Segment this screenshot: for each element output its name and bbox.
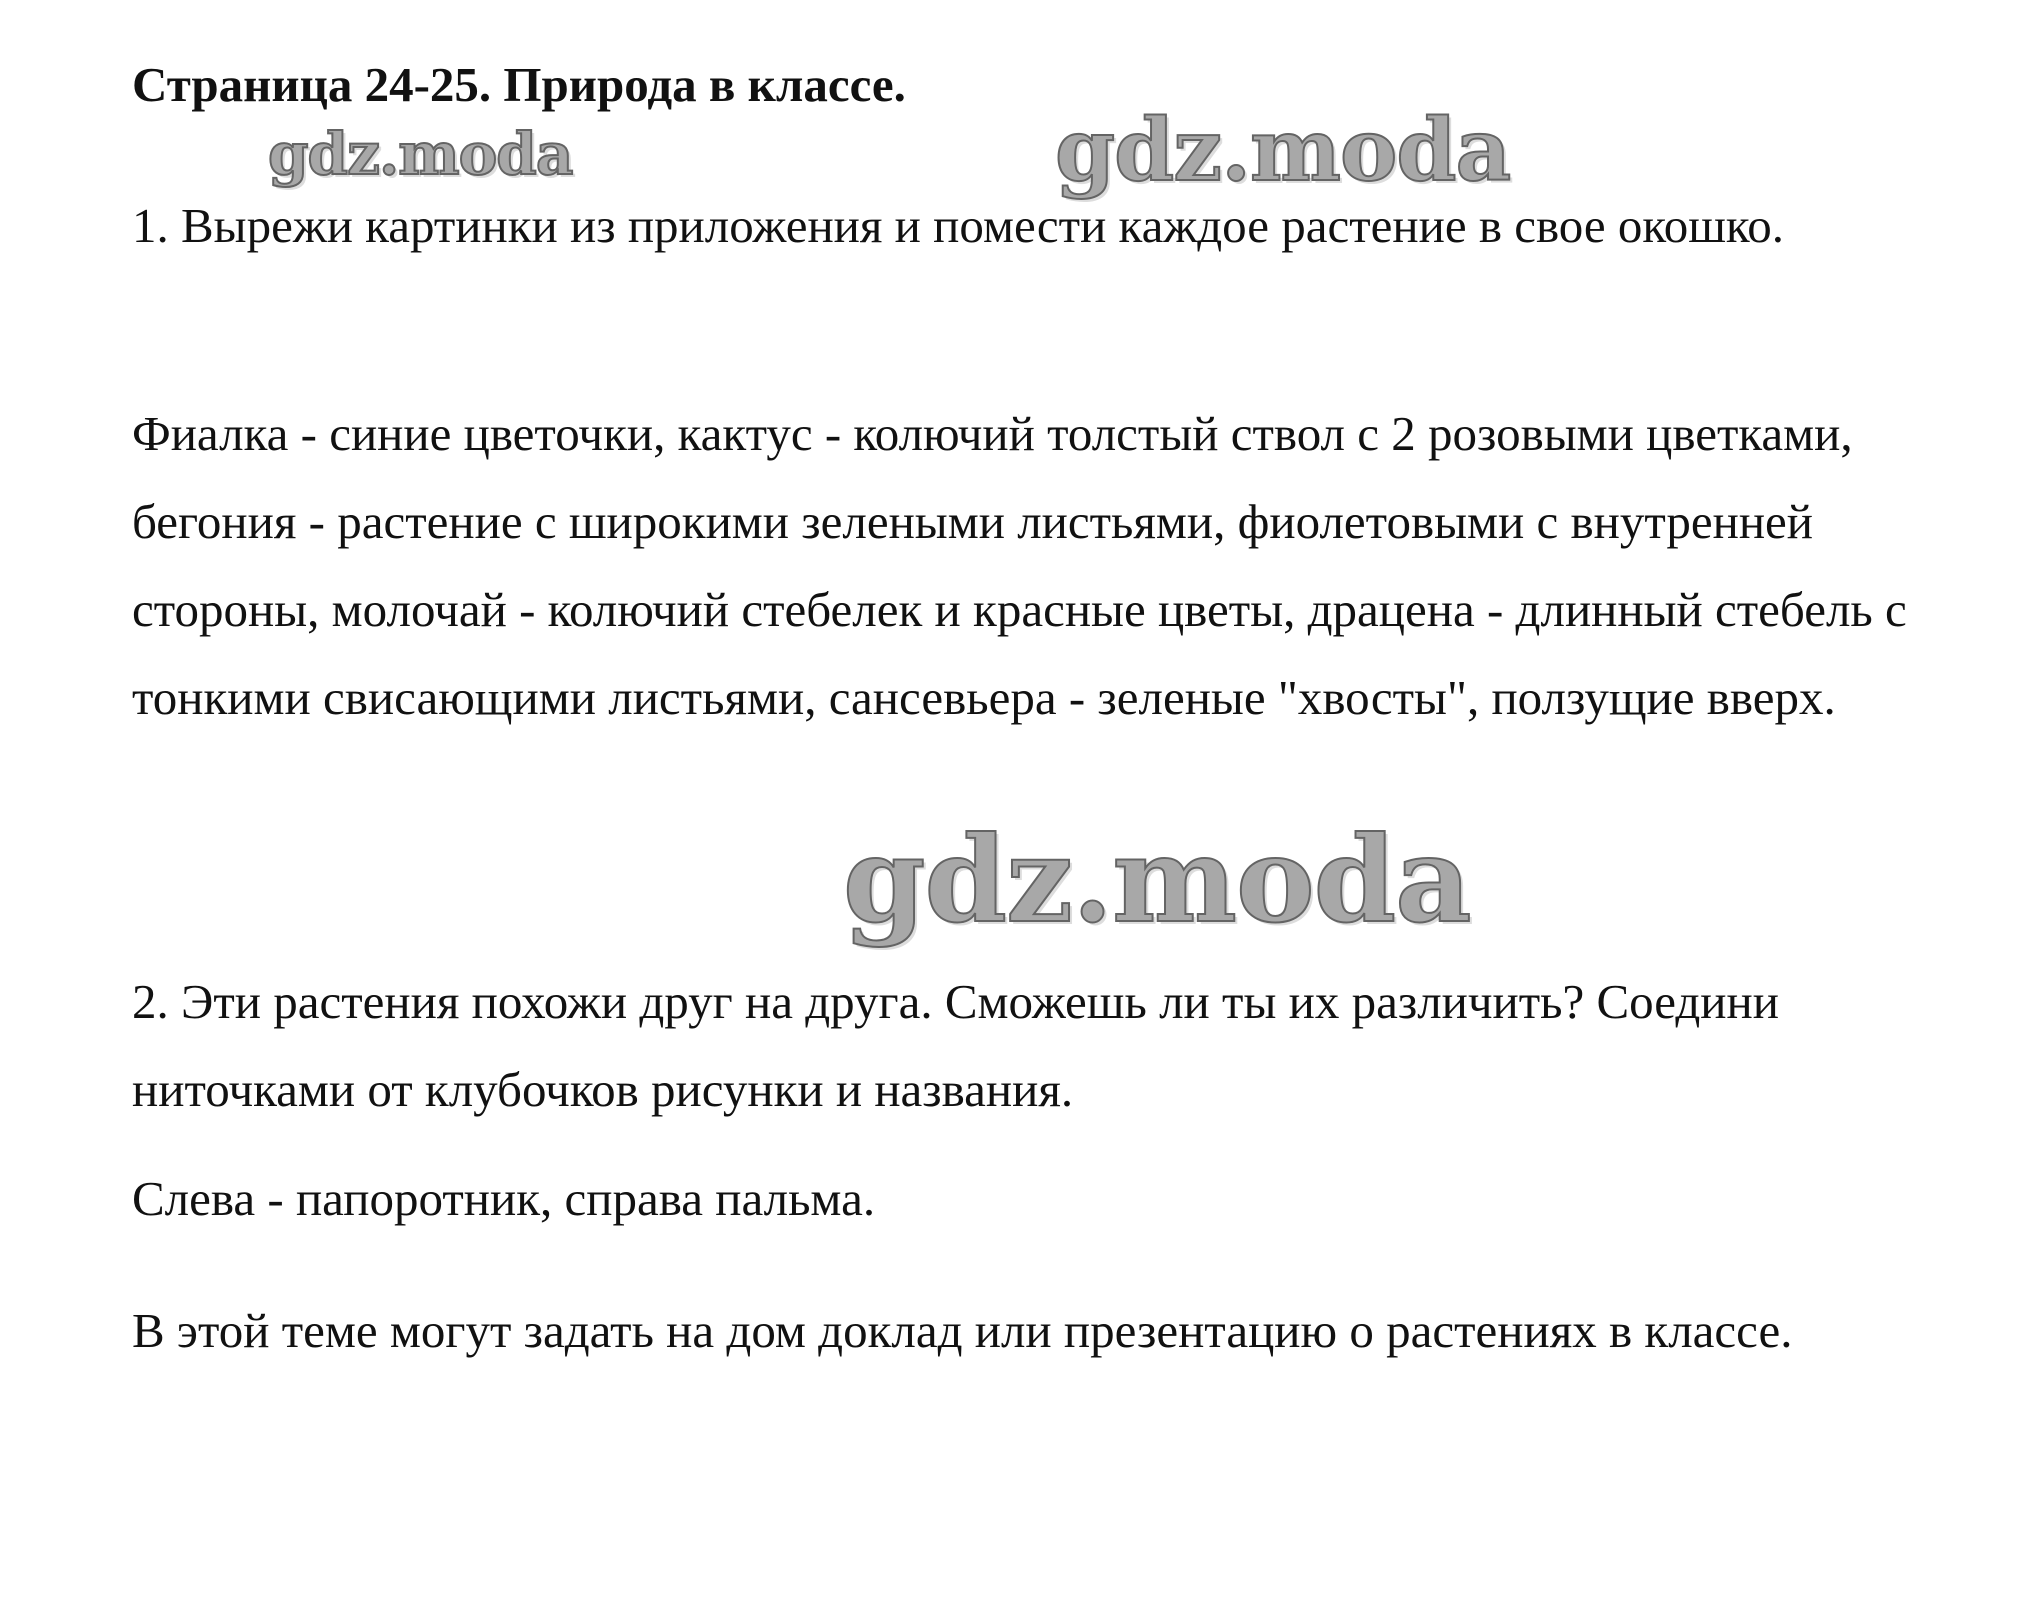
task-1-answer: Фиалка - синие цветочки, кактус - колючий толстый ствол с 2 розовыми цветками, бегония - растение с широкими зелеными листьями, фиолетовыми с внутренней стороны, молочай - колючий стебелек и красные цветы, драцена - длинный стебель с тонкими свисающими листьями, сансевьера - зеленые "хвосты", ползущие вверх.	[132, 406, 1907, 725]
watermark-logo: gdz.moda	[268, 120, 573, 188]
homework-note: В этой теме могут задать на дом доклад или презентацию о растениях в классе.	[132, 1303, 1793, 1358]
task-1-text: 1. Вырежи картинки из приложения и помести каждое растение в свое окошко.	[132, 198, 1785, 253]
page-title: Страница 24-25. Природа в классе.	[132, 57, 906, 112]
watermark-logo: gdz.moda	[843, 810, 1471, 949]
task-2-text: 2. Эти растения похожи друг на друга. Сможешь ли ты их различить? Соедини ниточками от клубочков рисунки и названия.	[132, 974, 1779, 1117]
task-2-answer: Слева - папоротник, справа пальма.	[132, 1171, 876, 1226]
watermark-logo: gdz.moda	[1055, 100, 1511, 201]
